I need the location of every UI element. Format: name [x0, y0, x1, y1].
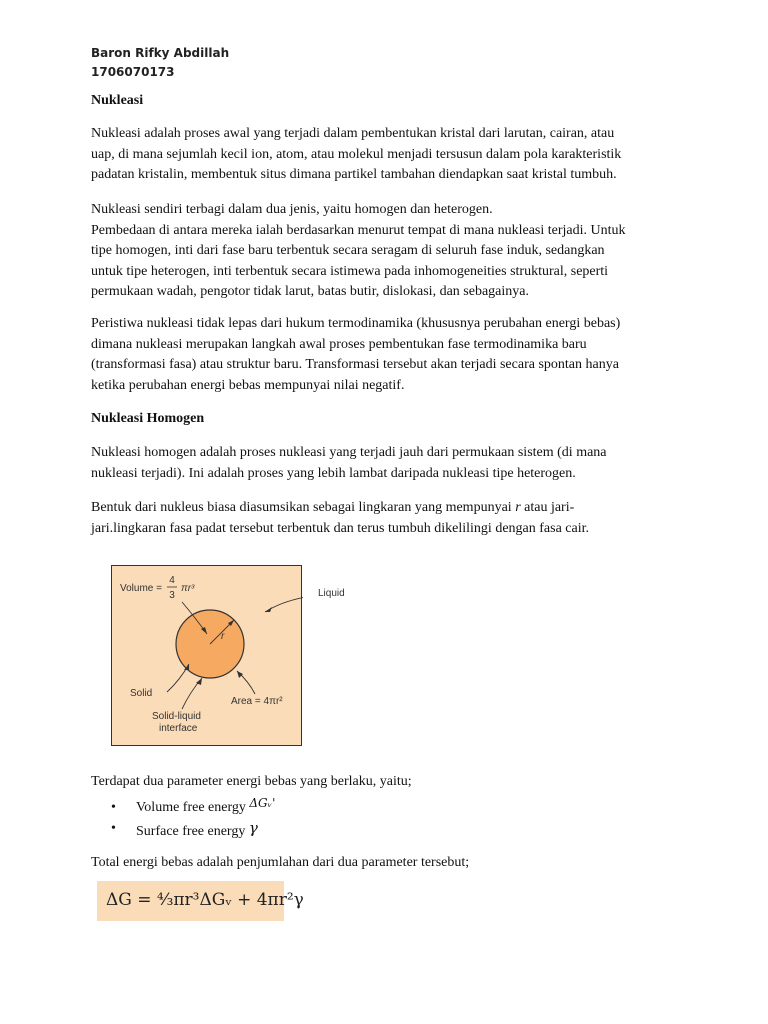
area-arrowhead [237, 671, 243, 678]
area-label: Area = 4πr² [231, 696, 283, 707]
list-item-surface-free-energy: Surface free energy γ [136, 819, 258, 839]
paragraph-total-energy: Total energi bebas adalah penjumlahan dari dua parameter tersebut; [91, 855, 470, 870]
paragraph-types: Nukleasi sendiri terbagi dalam dua jenis, yaitu homogen dan heterogen. Pembedaan di antara mereka ialah berdasarkan menurut tempat di mana nukleasi terjadi. Untuk tipe homogen, inti dari fase baru terbentuk secara seragam di seluruh fase induk, sedangkan untuk tipe heterogen, inti terbentuk secara istimewa pada inhomogeneities struktural, seperti permukaan wadah, pengotor tidak larut, batas butir, dislokasi, dan sebagainya. [91, 202, 626, 299]
surface-free-energy-symbol: γ [248, 819, 258, 837]
volume-label: Volume = [120, 583, 162, 594]
list-item-volume-free-energy: Volume free energy ΔGᵥ' [136, 796, 276, 815]
solid-label: Solid [130, 688, 153, 699]
paragraph-definition: Nukleasi adalah proses awal yang terjadi dalam pembentukan kristal dari larutan, cairan, atau uap, di mana sejumlah kecil ion, atom, atau molekul menjadi tersusun dalam pola karakteristik padatan kristalin, membentuk situs dimana partikel tambahan diendapkan saat kristal tumbuh. [91, 126, 622, 182]
author-name: Baron Rifky Abdillah [91, 46, 230, 60]
student-id: 1706070173 [91, 65, 175, 79]
paragraph-homogen: Nukleasi homogen adalah proses nukleasi yang terjadi jauh dari permukaan sistem (di mana nukleasi terjadi). Ini adalah proses yang lebih lambat daripada nukleasi tipe heterogen. [91, 445, 607, 481]
nucleus-diagram [111, 565, 302, 746]
nucleus-diagram-svg [112, 566, 303, 747]
section-title-nukleasi-homogen: Nukleasi Homogen [91, 411, 205, 426]
volume-tail: πr³ [181, 583, 195, 594]
interface-label-line1: Solid-liquid [152, 711, 201, 722]
liquid-label: Liquid [318, 588, 345, 599]
total-free-energy-equation: ΔG = ⁴⁄₃πr³ΔGᵥ + 4πr²γ [106, 890, 304, 910]
volume-frac-den: 3 [169, 590, 175, 601]
interface-label-line2: interface [159, 723, 198, 734]
bullet-marker: • [111, 800, 116, 815]
paragraph-parameters-intro: Terdapat dua parameter energi bebas yang berlaku, yaitu; [91, 774, 412, 789]
radius-label: r [221, 631, 225, 642]
section-title-nukleasi: Nukleasi [91, 93, 144, 108]
volume-frac-num: 4 [169, 575, 175, 586]
paragraph-thermodynamics: Peristiwa nukleasi tidak lepas dari hukum termodinamika (khususnya perubahan energi bebas) dimana nukleasi merupakan langkah awal proses pembentukan fase termodinamika baru (transformasi fasa) atau struktur baru. Transformasi tersebut akan terjadi secara spontan hanya ketika perubahan energi bebas mempunyai nilai negatif. [91, 316, 621, 393]
bullet-marker: • [111, 821, 116, 836]
volume-free-energy-symbol: ΔGᵥ' [249, 796, 276, 810]
paragraph-nucleus-shape: Bentuk dari nukleus biasa diasumsikan sebagai lingkaran yang mempunyai r atau jari- jari.lingkaran fasa padat tersebut terbentuk dan terus tumbuh dikelilingi dengan fasa cair. [91, 500, 589, 536]
